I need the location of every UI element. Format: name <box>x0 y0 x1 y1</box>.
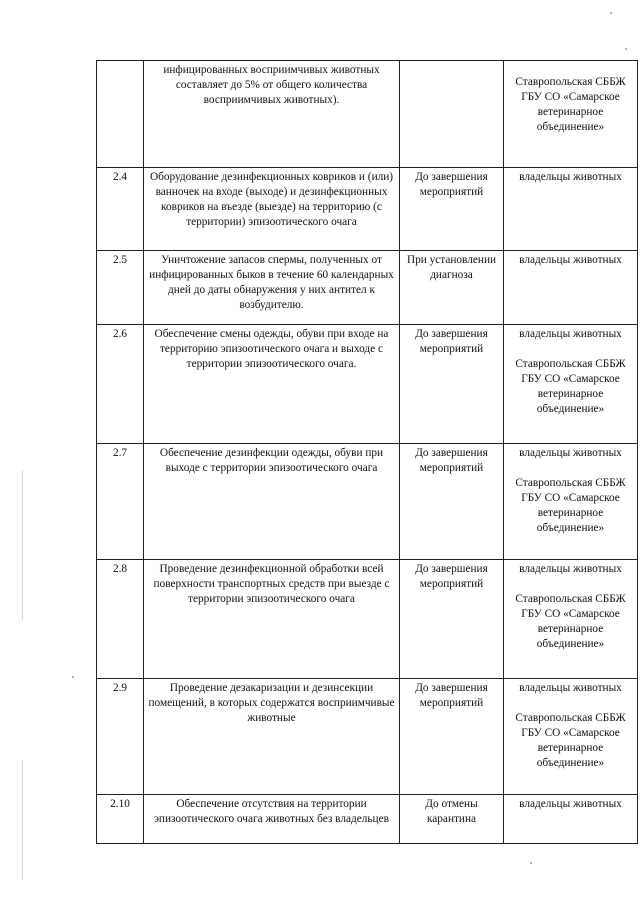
responsible-owner: владельцы животных <box>519 798 622 810</box>
table-row <box>97 795 638 844</box>
responsible-org: Ставропольская СББЖ ГБУ СО «Самарское ветеринарное объединение» <box>515 712 626 770</box>
responsible-owner: владельцы животных <box>519 171 622 183</box>
row-number <box>97 61 144 168</box>
row-number: 2.10 <box>97 795 144 844</box>
responsible-cell <box>504 444 638 560</box>
measure-text: инфицированных восприимчивых животных составляет до 5% от общего количества восприимчивых животных). <box>144 61 400 168</box>
term-text: До завершения мероприятий <box>400 168 504 251</box>
term-text: До отмены карантина <box>400 795 504 844</box>
row-number: 2.7 <box>97 444 144 560</box>
row-number: 2.9 <box>97 679 144 795</box>
responsible-owner: владельцы животных <box>519 682 622 694</box>
responsible-owner: владельцы животных <box>519 447 622 459</box>
measure-text: Оборудование дезинфекционных ковриков и (или) ванночек на входе (выходе) и дезинфекционных ковриков на въезде (выезде) на территорию (с территории) эпизоотического очага <box>144 168 400 251</box>
scan-speck <box>72 676 74 678</box>
responsible-org: Ставропольская СББЖ ГБУ СО «Самарское ветеринарное объединение» <box>515 477 626 535</box>
measure-text: Уничтожение запасов спермы, полученных от инфицированных быков в течение 60 календарных дней до даты обнаружения у них антител к возбудителю. <box>144 251 400 325</box>
scan-speck <box>625 48 627 50</box>
measure-text: Обеспечение отсутствия на территории эпизоотического очага животных без владельцев <box>144 795 400 844</box>
term-text: При установлении диагноза <box>400 251 504 325</box>
table-row <box>97 168 638 251</box>
table-row <box>97 560 638 679</box>
measure-text: Проведение дезинфекционной обработки всей поверхности транспортных средств при выезде с территории эпизоотического очага <box>144 560 400 679</box>
term-text: До завершения мероприятий <box>400 679 504 795</box>
responsible-cell <box>504 61 638 168</box>
row-number: 2.4 <box>97 168 144 251</box>
responsible-cell <box>504 679 638 795</box>
term-text <box>400 61 504 168</box>
term-text: До завершения мероприятий <box>400 444 504 560</box>
row-number: 2.6 <box>97 325 144 444</box>
measure-text: Обеспечение дезинфекции одежды, обуви при выходе с территории эпизоотического очага <box>144 444 400 560</box>
table-row <box>97 251 638 325</box>
responsible-cell <box>504 325 638 444</box>
scan-artifact-line <box>22 760 23 880</box>
responsible-cell <box>504 168 638 251</box>
table-row <box>97 325 638 444</box>
table-row <box>97 61 638 168</box>
responsible-org: Ставропольская СББЖ ГБУ СО «Самарское ветеринарное объединение» <box>515 358 626 416</box>
responsible-cell <box>504 251 638 325</box>
row-number: 2.5 <box>97 251 144 325</box>
responsible-org: Ставропольская СББЖ ГБУ СО «Самарское ветеринарное объединение» <box>515 76 626 134</box>
table-row <box>97 679 638 795</box>
responsible-owner: владельцы животных <box>519 563 622 575</box>
scan-artifact-line <box>22 470 23 620</box>
scan-speck <box>530 862 532 864</box>
table-row <box>97 444 638 560</box>
responsible-owner: владельцы животных <box>519 254 622 266</box>
term-text: До завершения мероприятий <box>400 325 504 444</box>
row-number: 2.8 <box>97 560 144 679</box>
term-text: До завершения мероприятий <box>400 560 504 679</box>
responsible-cell <box>504 560 638 679</box>
measures-table <box>96 60 638 844</box>
scan-speck <box>610 12 612 14</box>
measure-text: Обеспечение смены одежды, обуви при входе на территорию эпизоотического очага и выходе с территории эпизоотического очага. <box>144 325 400 444</box>
responsible-org: Ставропольская СББЖ ГБУ СО «Самарское ветеринарное объединение» <box>515 593 626 651</box>
responsible-owner: владельцы животных <box>519 328 622 340</box>
responsible-cell <box>504 795 638 844</box>
measure-text: Проведение дезакаризации и дезинсекции помещений, в которых содержатся восприимчивые животные <box>144 679 400 795</box>
